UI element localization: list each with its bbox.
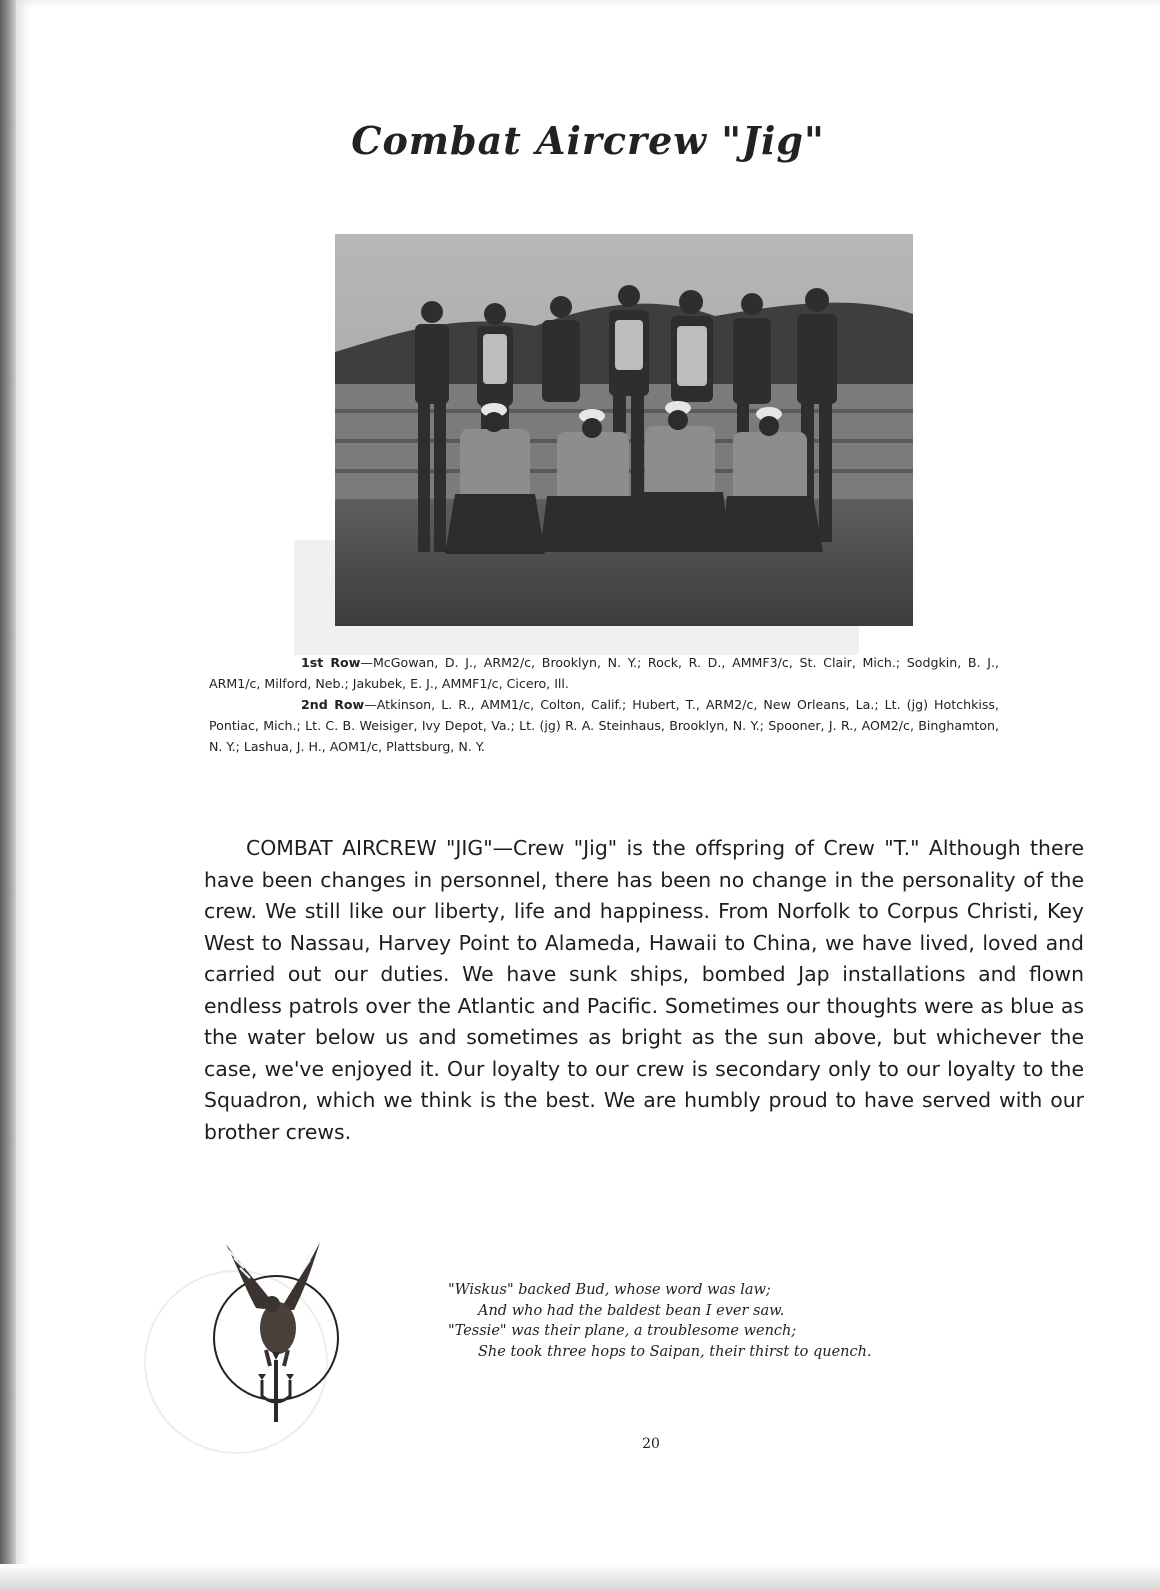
yearbook-page bbox=[16, 0, 1160, 1590]
eagle-trident-emblem-icon bbox=[208, 1238, 353, 1428]
page-number: 20 bbox=[642, 1436, 660, 1452]
page-edge-shadow bbox=[0, 1564, 1160, 1590]
photo-caption bbox=[209, 652, 999, 757]
caption-row-1-label: 1st Row bbox=[301, 655, 361, 670]
caption-row-2-label: 2nd Row bbox=[301, 697, 365, 712]
page-title: Combat Aircrew "Jig" bbox=[351, 118, 825, 163]
poem-line-2: And who had the baldest bean I ever saw. bbox=[478, 1302, 785, 1319]
crew-group-photo bbox=[335, 234, 913, 626]
caption-row-1 bbox=[209, 652, 999, 694]
poem-verse bbox=[448, 1280, 1008, 1362]
caption-row-2 bbox=[209, 694, 999, 757]
book-binding bbox=[0, 0, 16, 1590]
caption-row-1-text: —McGowan, D. J., ARM2/c, Brooklyn, N. Y.; Rock, R. D., AMMF3/c, St. Clair, Mich.; Sodgkin, B. J., ARM1/c, Milford, Neb.; Jakubek, E. J., AMMF1/c, Cicero, Ill. bbox=[209, 655, 999, 691]
caption-row-2-text: —Atkinson, L. R., AMM1/c, Colton, Calif.; Hubert, T., ARM2/c, New Orleans, La.; Lt. (jg) Hotchkiss, Pontiac, Mich.; Lt. C. B. Weisiger, Ivy Depot, Va.; Lt. (jg) R. A. Steinhaus, Brooklyn, N. Y.; Spooner, J. R., AOM2/c, Binghamton, N. Y.; Lashua, J. H., AOM1/c, Plattsburg, N. Y. bbox=[209, 697, 999, 754]
poem-line-1: "Wiskus" backed Bud, whose word was law; bbox=[448, 1282, 771, 1298]
poem-line-3: "Tessie" was their plane, a troublesome wench; bbox=[448, 1323, 797, 1339]
poem-line-4: She took three hops to Saipan, their thirst to quench. bbox=[478, 1343, 872, 1360]
crew-description: COMBAT AIRCREW "JIG"—Crew "Jig" is the offspring of Crew "T." Although there have been changes in personnel, there has been no change in the personality of the crew. We still like our liberty, life and happiness. From Norfolk to Corpus Christi, Key West to Nassau, Harvey Point to Alameda, Hawaii to China, we have lived, loved and carried out our duties. We have sunk ships, bombed Jap installations and flown endless patrols over the Atlantic and Pacific. Sometimes our thoughts were as blue as the water below us and sometimes as bright as the sun above, but whichever the case, we've enjoyed it. Our loyalty to our crew is secondary only to our loyalty to the Squadron, which we think is the best. We are humbly proud to have served with our brother crews. bbox=[204, 836, 1084, 1144]
